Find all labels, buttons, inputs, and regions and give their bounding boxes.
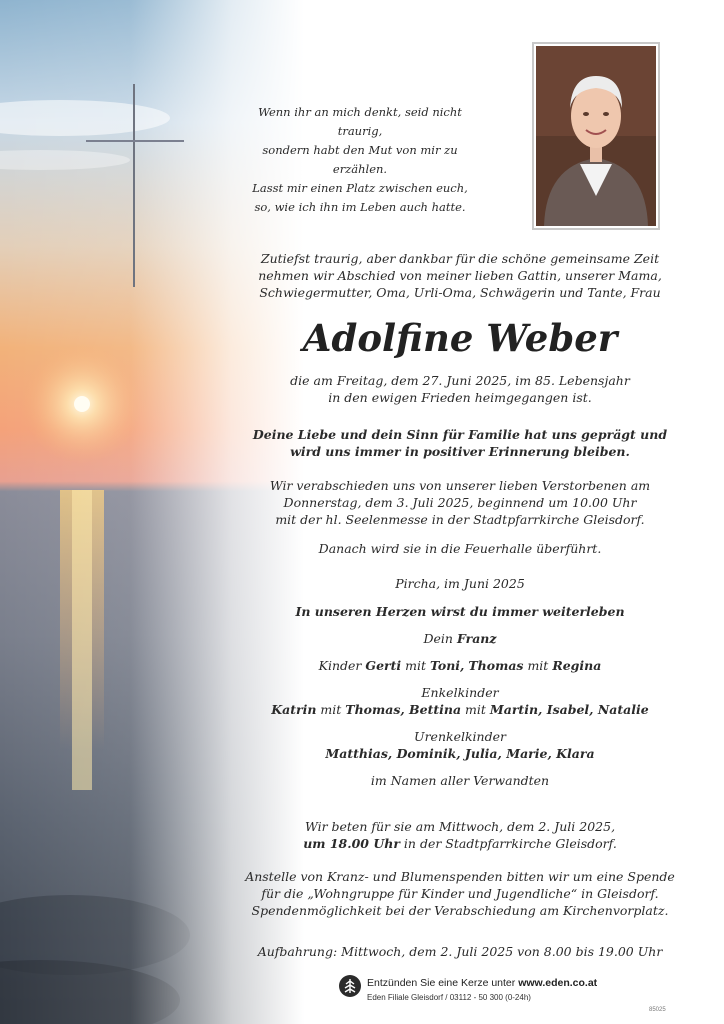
cremation-note: Danach wird sie in die Feuerhalle überführt. xyxy=(318,541,602,556)
intro-line: nehmen wir Abschied von meiner lieben Gattin, unserer Mama, xyxy=(258,268,662,283)
children-line xyxy=(225,657,695,674)
poem xyxy=(235,103,485,217)
cross-icon-vertical xyxy=(133,84,135,287)
partner-name: Toni, xyxy=(429,658,465,673)
viewing-notice: Aufbahrung: Mittwoch, dem 2. Juli 2025 von 8.00 bis 19.00 Uhr xyxy=(257,944,663,959)
prayer-notice xyxy=(225,818,695,852)
portrait-image xyxy=(536,46,656,226)
great-grandchildren-names: Matthias, Dominik, Julia, Marie, Klara xyxy=(325,746,595,761)
children-label: Kinder xyxy=(318,658,362,673)
place-date: Pircha, im Juni 2025 xyxy=(395,576,525,591)
poem-line: Wenn ihr an mich denkt, seid nicht traurig, xyxy=(258,105,462,138)
intro-line: Schwiegermutter, Oma, Urli-Oma, Schwägerin und Tante, Frau xyxy=(259,285,661,300)
eden-link[interactable]: www.eden.co.at xyxy=(518,977,598,989)
mit-word: mit xyxy=(405,658,426,673)
donation-line: Spendenmöglichkeit bei der Verabschiedung am Kirchenvorplatz. xyxy=(251,903,669,918)
print-code: 85025 xyxy=(649,1007,666,1013)
relatives-note: im Namen aller Verwandten xyxy=(370,773,550,788)
farewell-line: Donnerstag, dem 3. Juli 2025, beginnend um 10.00 Uhr xyxy=(283,495,637,510)
farewell-line: Wir verabschieden uns von unserer lieben Verstorbenen am xyxy=(269,478,651,493)
candle-text: Entzünden Sie eine Kerze unter xyxy=(367,977,516,989)
death-notice xyxy=(225,372,695,406)
mit-word: mit xyxy=(465,702,486,717)
intro-text xyxy=(225,250,695,301)
farewell-line: mit der hl. Seelenmesse in der Stadtpfarrkirche Gleisdorf. xyxy=(275,512,645,527)
husband-prefix: Dein xyxy=(423,631,453,646)
grandchildren-line xyxy=(225,701,695,718)
prayer-line: Wir beten für sie am Mittwoch, dem 2. Juli 2025, xyxy=(304,819,616,834)
great-grandchildren-label: Urenkelkinder xyxy=(414,729,506,744)
partner-name: Regina xyxy=(552,658,602,673)
donation-line: Anstelle von Kranz- und Blumenspenden bitten wir um eine Spende xyxy=(245,869,675,884)
grandchild-names: Martin, Isabel, Natalie xyxy=(489,702,649,717)
poem-line: Lasst mir einen Platz zwischen euch, xyxy=(252,181,468,195)
grandchild-names: Thomas, Bettina xyxy=(345,702,462,717)
poem-line: sondern habt den Mut von mir zu erzählen. xyxy=(262,143,458,176)
husband-line xyxy=(225,630,695,647)
mit-word: mit xyxy=(527,658,549,673)
farewell-details xyxy=(225,477,695,528)
donation-line: für die „Wohngruppe für Kinder und Jugendliche“ in Gleisdorf. xyxy=(261,886,659,901)
death-line: in den ewigen Frieden heimgegangen ist. xyxy=(328,390,592,405)
prayer-location: in der Stadtpfarrkirche Gleisdorf. xyxy=(403,836,617,851)
husband-name: Franz xyxy=(456,631,497,646)
motto: In unseren Herzen wirst du immer weiterleben xyxy=(295,604,625,619)
tribute-line: wird uns immer in positiver Erinnerung bleiben. xyxy=(290,444,630,459)
child-name: Thomas xyxy=(468,658,524,673)
mit-word: mit xyxy=(320,702,342,717)
intro-line: Zutiefst traurig, aber dankbar für die schöne gemeinsame Zeit xyxy=(260,251,660,266)
poem-line: so, wie ich ihn im Leben auch hatte. xyxy=(254,200,466,214)
cross-icon-horizontal xyxy=(86,140,184,142)
tribute xyxy=(225,426,695,460)
grandchildren-label: Enkelkinder xyxy=(421,685,499,700)
branch-info: Eden Filiale Gleisdorf / 03112 - 50 300 (0-24h) xyxy=(367,993,531,1002)
donation-request xyxy=(225,868,695,919)
portrait-photo xyxy=(532,42,660,230)
prayer-line xyxy=(225,835,695,852)
grandchild-name: Katrin xyxy=(271,702,317,717)
tribute-line: Deine Liebe und dein Sinn für Familie hat uns geprägt und xyxy=(252,427,668,442)
child-name: Gerti xyxy=(365,658,402,673)
candle-line xyxy=(367,977,597,989)
prayer-time: um 18.00 Uhr xyxy=(303,836,400,851)
deceased-name: Adolfine Weber xyxy=(302,316,618,360)
eden-logo-icon xyxy=(339,975,361,997)
death-line: die am Freitag, dem 27. Juni 2025, im 85. Lebensjahr xyxy=(290,373,630,388)
